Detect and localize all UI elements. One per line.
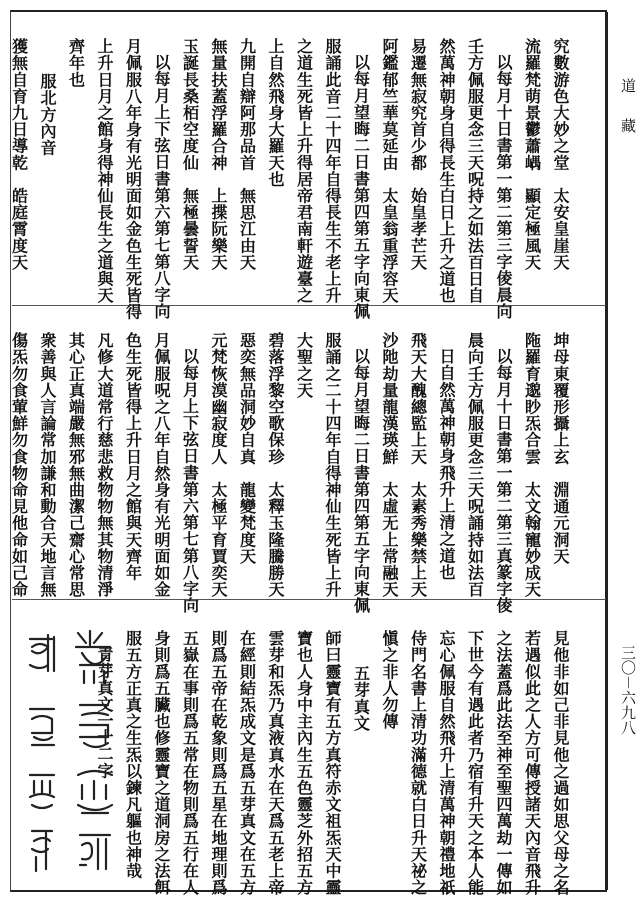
text-column: 以每月十日書第一第二第三真篆字倰 — [494, 347, 513, 614]
text-column: 齊年也 — [66, 37, 86, 88]
text-column: 若遇似此之人方可傳授諸天內音飛升 — [522, 629, 542, 896]
seal-glyph — [30, 709, 54, 745]
seal-glyph — [78, 771, 112, 813]
text-column: 其心正真端嚴無邪無曲潔己齋心常思 — [66, 331, 86, 598]
section-heading: 五芽真文 — [351, 664, 371, 732]
text-column: 愼之非人勿傳 — [380, 629, 399, 730]
text-column: 以每月望晦二日書第四第五字向東佩 — [351, 347, 371, 614]
text-column: 見他非如己非見他之過如思父母之名 — [551, 629, 570, 896]
text-column: 碧落浮黎空歌保珍 太釋玉隆騰勝天 — [266, 331, 285, 598]
text-column: 凡修大道常行慈悲救物物無其物清淨 — [95, 331, 114, 598]
text-column: 陁羅育邈眇炁合雲 太文翰寵妙成天 — [522, 331, 542, 598]
text-column: 忘心佩服自然飛升上清萬神朝禮地祇 — [437, 629, 456, 896]
text-column: 九開自辯阿那品首 無思江由天 — [237, 37, 257, 270]
text-column: 沙阤劫量龍漢瑛鮮 太虛无上常融天 — [380, 331, 399, 598]
text-column: 壬方佩服更念三天呪持之如法百日自 — [465, 37, 485, 304]
text-column: 以每月上下弦日書第六第七第八字向 — [180, 347, 200, 614]
text-column: 獲無自育九日導乾 皓庭霄度天 — [9, 37, 29, 270]
text-column: 究數游色大妙之堂 太安皇崖天 — [551, 37, 570, 270]
text-column: 大聖之天 — [294, 331, 314, 398]
seal-script-talisman — [20, 625, 115, 875]
text-column: 傷炁勿食葷鮮勿食物命見他命如己命 — [9, 331, 29, 598]
top-band — [9, 20, 574, 320]
text-column: 寶也人身中主內生五色靈芝外招五方 — [294, 629, 314, 896]
text-column: 坤母東覆形攝上玄 淵通元洞天 — [551, 331, 570, 564]
seal-glyph — [30, 775, 54, 808]
text-column: 衆善與人言論常加謙和動合天地言無 — [38, 331, 57, 598]
section-heading: 青芽真文一十二字 — [95, 645, 114, 779]
text-column: 以每月十日書第一第二第三字倰晨向 — [494, 53, 513, 320]
text-column: 之道生死皆上升得居帝君南軒遊臺之 — [294, 37, 314, 304]
text-column: 以每月望晦二日書第四第五字向東佩 — [351, 53, 371, 320]
text-column: 色生死皆得上升日月之館與天齊年 — [123, 331, 143, 581]
text-column: 日自然萬神朝身飛升上清之道也 — [437, 347, 456, 580]
text-column: 雲芽和炁乃真液真水在天爲五老上帝 — [266, 629, 285, 896]
text-column: 則爲五帝在乾象則爲五星在地理則爲 — [209, 629, 228, 896]
text-column: 上自然飛身大羅天也 — [266, 37, 285, 187]
seal-glyph — [80, 835, 110, 869]
text-column: 下世今有遇此者乃宿有升天之本人能 — [465, 629, 485, 896]
text-column: 阿鑑郁竺華莫延由 太皇翁重浮容天 — [380, 37, 399, 304]
seal-glyph — [30, 635, 54, 671]
text-column: 流羅梵萌景鬱蕭嵎 顯定極風天 — [522, 37, 542, 270]
text-column: 元梵恢漠幽寂度人 太極平育賈奕天 — [209, 331, 228, 598]
text-column: 晨向壬方佩服更念三天呪誦持如法百 — [465, 331, 485, 598]
text-column: 服誦此音二十四年自得長生不老上升 — [323, 37, 342, 304]
text-column: 服誦之二十四年自得神仙生死皆上升 — [323, 331, 342, 598]
text-column: 惡奕無品洞妙自真 龍變梵度天 — [237, 331, 257, 564]
text-column: 上升日月之館身得神仙長生之道與天 — [95, 37, 114, 304]
text-column: 玉誕長桑栢空度仙 無極曇誓天 — [180, 37, 200, 270]
text-column: 然萬神朝身自得長生白日上升之道也 — [437, 37, 456, 304]
seal-glyph — [76, 631, 110, 683]
text-column: 月佩服呪之八年自然身有光明面如金 — [152, 331, 171, 598]
text-column: 易遷無寂究首少都 始皇孝芒天 — [408, 37, 428, 270]
text-column: 侍門名書上清功滿德就白日升天祕之 — [408, 629, 428, 896]
margin-title-bottom: 藏 — [619, 118, 637, 133]
text-column: 以每月上下弦日書第六第七第八字向 — [152, 53, 171, 320]
text-column: 五嶽在事則爲五常在物則爲五行在人 — [180, 629, 200, 896]
text-column: 無量扶蓋浮羅合神 上揲阮樂天 — [209, 37, 228, 270]
text-column: 師曰靈寶有五方真符赤文祖炁天中靈 — [323, 629, 342, 896]
middle-band — [9, 314, 574, 614]
margin-title-top: 道 — [619, 78, 637, 93]
text-column: 飛天大醜總監上天 太素秀樂禁上天 — [408, 331, 428, 598]
seal-glyph — [32, 831, 52, 871]
page-number: 三〇－六九八 — [619, 645, 637, 736]
text-column: 之法蓋爲此法至神至聖四萬劫一傳如 — [494, 629, 513, 896]
text-column: 服五方正真之生炁以鍊凡軀也神哉 — [123, 629, 143, 879]
text-column: 身則爲五臟也修靈寶之道洞房之法餌 — [152, 629, 171, 896]
section-heading: 服北方內音 — [38, 72, 57, 156]
text-column: 在經則結炁成文是爲五芽真文在五方 — [237, 629, 257, 896]
seal-glyph — [80, 705, 108, 747]
text-column: 月佩服八年身有光明面如金色生死皆得 — [123, 37, 143, 320]
